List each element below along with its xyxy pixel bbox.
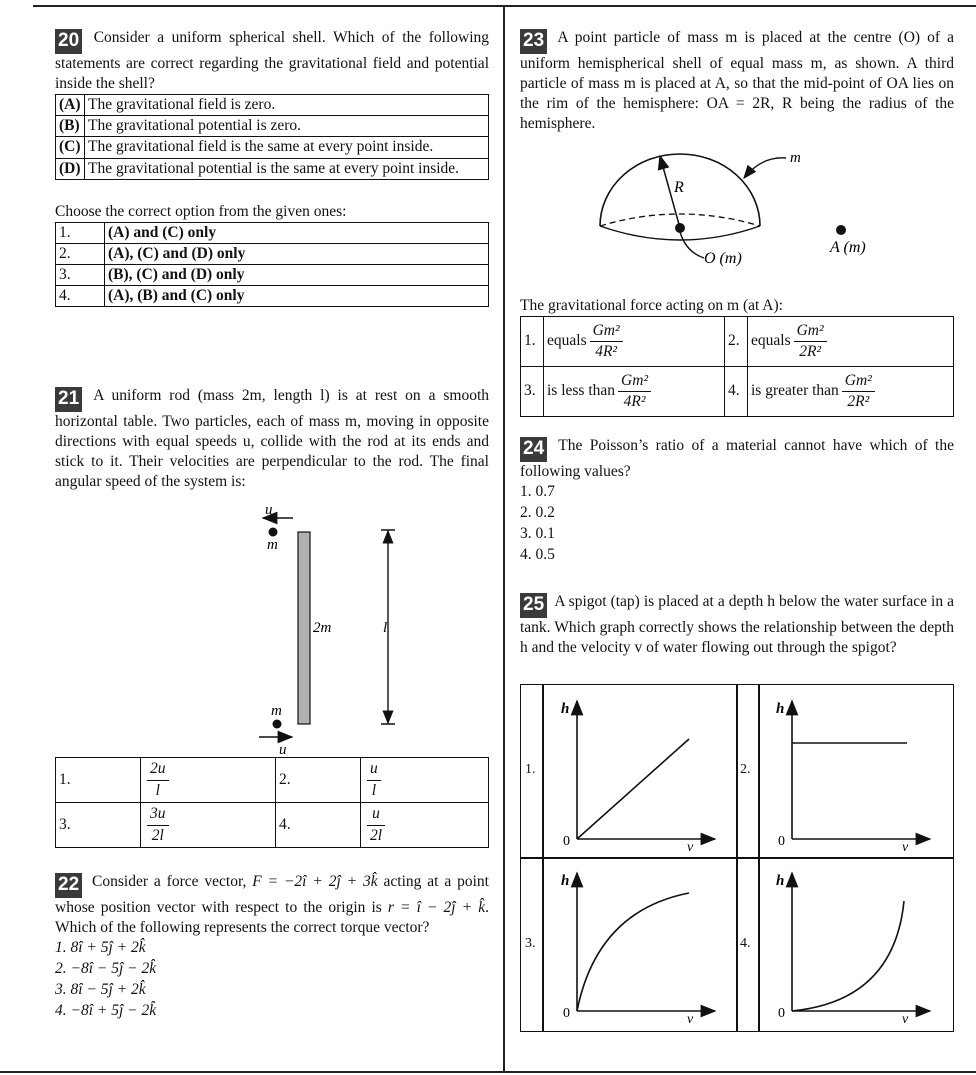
q21-options-table [55, 757, 489, 848]
y-axis-label: h [776, 701, 785, 717]
fraction: $\frac{\text{Gm²}}{\text{4R²}}$ [590, 321, 623, 362]
option-row: 1. equals $\frac{\text{Gm²}}{\text{4R²}}$ 2. equals $\frac{\text{Gm²}}{\text{2R²}}$ [521, 317, 954, 367]
velocity-bottom-label: u [279, 742, 287, 758]
question-21-text: 21 A uniform rod (mass 2m, length l) is at rest on a smooth horizontal table. Two particles, each of mass m, moving in opposite directions with equal speeds u, collide with the rod at its ends and stick to it. Their velocities are perpendicular to the rod. The final angular speed of the system is: [55, 387, 489, 491]
option-row[interactable]: 1. (A) and (C) only [56, 222, 489, 243]
question-number: 20 [55, 29, 82, 54]
graph-1[interactable] [549, 689, 729, 853]
table-row: (B) The gravitational potential is zero. [56, 116, 489, 137]
option-3[interactable]: 3. 8î − 5ĵ + 2k̂ [55, 980, 146, 998]
question-25-text: 25 A spigot (tap) is placed at a depth h below the water surface in a tank. Which graph correctly shows the relationship between the depth h and the velocity v of water flowing out through the spigot? [520, 593, 954, 656]
option-row [56, 758, 489, 803]
option-3[interactable]: 3. 0.1 [520, 524, 555, 542]
column-divider [503, 5, 505, 1073]
position-vector: r = î − 2ĵ + k̂ [387, 898, 486, 916]
origin-label: 0 [563, 1006, 570, 1021]
bottom-rule [0, 1071, 976, 1073]
statements-table [55, 94, 489, 180]
x-axis-label: v [902, 840, 909, 853]
option-3[interactable]: 3. [56, 803, 141, 848]
option-1[interactable]: 1. 0.7 [520, 482, 555, 500]
center-particle [675, 223, 685, 233]
option-3[interactable]: 3. [521, 367, 544, 417]
x-axis-label: v [902, 1012, 909, 1025]
question-22-text: 22 Consider a force vector, F = −2î + 2ĵ + 3k̂ acting at a point whose position vector with respect to the origin is r = î − 2ĵ + k̂. Which of the following represents the correct torque vector? [55, 873, 489, 936]
options-table [55, 222, 489, 308]
option-2[interactable]: 2. −8î − 5ĵ − 2k̂ [55, 960, 157, 977]
fraction: $\frac{u}{l}$ [367, 759, 381, 800]
option-row[interactable]: 4. (A), (B) and (C) only [56, 286, 489, 307]
q23-options-table [520, 316, 954, 417]
curve-concave-up [792, 901, 904, 1011]
option-4[interactable]: 4. [276, 803, 361, 848]
mass-top-label: m [267, 537, 278, 553]
rod [298, 532, 310, 724]
question-25 [520, 592, 954, 658]
curve-concave-down [577, 893, 689, 1011]
question-20-text: 20 Consider a uniform spherical shell. Which of the following statements are correct regarding the gravitational field and potential inside the shell? [55, 29, 490, 92]
question-number: 24 [520, 437, 547, 462]
question-22 [55, 872, 489, 1022]
q22-options [55, 938, 489, 1022]
shell-mass-label: m [790, 150, 801, 166]
particle-bottom [273, 720, 282, 729]
question-23-text: 23 A point particle of mass m is placed at the centre (O) of a uniform hemispherical shell of equal mass m, as shown. A third particle of mass m is placed at A, so that the mid-point of OA lies on the rim of the hemisphere: OA = 2R, R being the radius of the hemisphere. [520, 29, 954, 133]
particle-top [269, 528, 278, 537]
graph-grid [520, 684, 954, 1032]
x-axis-label: v [687, 1012, 694, 1025]
graph-4-number[interactable]: 4. [740, 936, 751, 951]
question-23 [520, 28, 954, 134]
force-question-text: The gravitational force acting on m (at A): [520, 297, 783, 314]
rod-mass-label: 2m [313, 620, 332, 636]
hemisphere-diagram [590, 144, 890, 272]
question-number: 25 [520, 593, 547, 618]
graph-3-number[interactable]: 3. [525, 936, 536, 951]
fraction: $\frac{\text{Gm²}}{\text{2R²}}$ [842, 371, 875, 412]
length-label: l [383, 620, 388, 636]
question-21 [55, 386, 489, 492]
x-axis-label: v [687, 840, 694, 853]
question-20 [55, 28, 489, 307]
table-row: (A) The gravitational field is zero. [56, 95, 489, 116]
mass-bottom-label: m [271, 703, 282, 719]
fraction: $\frac{3u}{2l}$ [147, 804, 169, 845]
point-a-particle [836, 225, 846, 235]
option-4[interactable]: 4. −8î + 5ĵ − 2k̂ [55, 1001, 157, 1019]
option-row: 3. is less than $\frac{\text{Gm²}}{\text{4R²}}$ 4. is greater than $\frac{\text{Gm²}}{\text{2R²}}$ [521, 367, 954, 417]
option-2[interactable]: 2. 0.2 [520, 503, 555, 521]
shell-mass-arrow [744, 158, 786, 178]
option-1[interactable]: 1. [521, 317, 544, 367]
fraction: $\frac{\text{Gm²}}{\text{4R²}}$ [618, 371, 651, 412]
question-24-text: 24 The Poisson’s ratio of a material cannot have which of the following values? [520, 437, 954, 480]
force-vector: F = −2î + 2ĵ + 3k̂ [252, 873, 378, 890]
fraction: $\frac{u}{2l}$ [367, 804, 385, 845]
question-24 [520, 436, 954, 566]
option-4[interactable]: 4. [725, 367, 748, 417]
graph-1-number[interactable]: 1. [525, 762, 536, 777]
option-1[interactable]: 1. 8î + 5ĵ + 2k̂ [55, 939, 146, 957]
y-axis-label: h [776, 873, 785, 889]
origin-label: 0 [563, 834, 570, 849]
option-row[interactable]: 2. (A), (C) and (D) only [56, 243, 489, 264]
graph-2-number[interactable]: 2. [740, 762, 751, 777]
question-number: 21 [55, 387, 82, 412]
q24-options [520, 482, 954, 566]
option-1[interactable]: 1. [56, 758, 141, 803]
option-2[interactable]: 2. [276, 758, 361, 803]
question-number: 22 [55, 873, 82, 898]
rod-diagram [195, 500, 425, 762]
point-a-label: A (m) [830, 239, 866, 256]
question-number: 23 [520, 29, 547, 54]
graph-2[interactable] [764, 689, 944, 853]
center-label: O (m) [704, 250, 742, 267]
origin-label: 0 [778, 1006, 785, 1021]
y-axis-label: h [561, 701, 570, 717]
curve-linear [577, 739, 689, 839]
option-row[interactable]: 3. (B), (C) and (D) only [56, 265, 489, 286]
fraction: $\frac{2u}{l}$ [147, 759, 169, 800]
fraction: $\frac{\text{Gm²}}{\text{2R²}}$ [794, 321, 827, 362]
y-axis-label: h [561, 873, 570, 889]
velocity-top-label: u [265, 502, 273, 518]
option-4[interactable]: 4. 0.5 [520, 545, 555, 563]
origin-label: 0 [778, 834, 785, 849]
choose-text: Choose the correct option from the given ones: [55, 202, 347, 220]
graph-4[interactable] [764, 861, 944, 1025]
option-row [56, 803, 489, 848]
graph-3[interactable] [549, 861, 729, 1025]
center-pointer [680, 232, 704, 258]
table-row: (C) The gravitational field is the same at every point inside. [56, 137, 489, 158]
table-row: (D) The gravitational potential is the same at every point inside. [56, 158, 489, 179]
option-2[interactable]: 2. [725, 317, 748, 367]
radius-label: R [674, 179, 684, 196]
